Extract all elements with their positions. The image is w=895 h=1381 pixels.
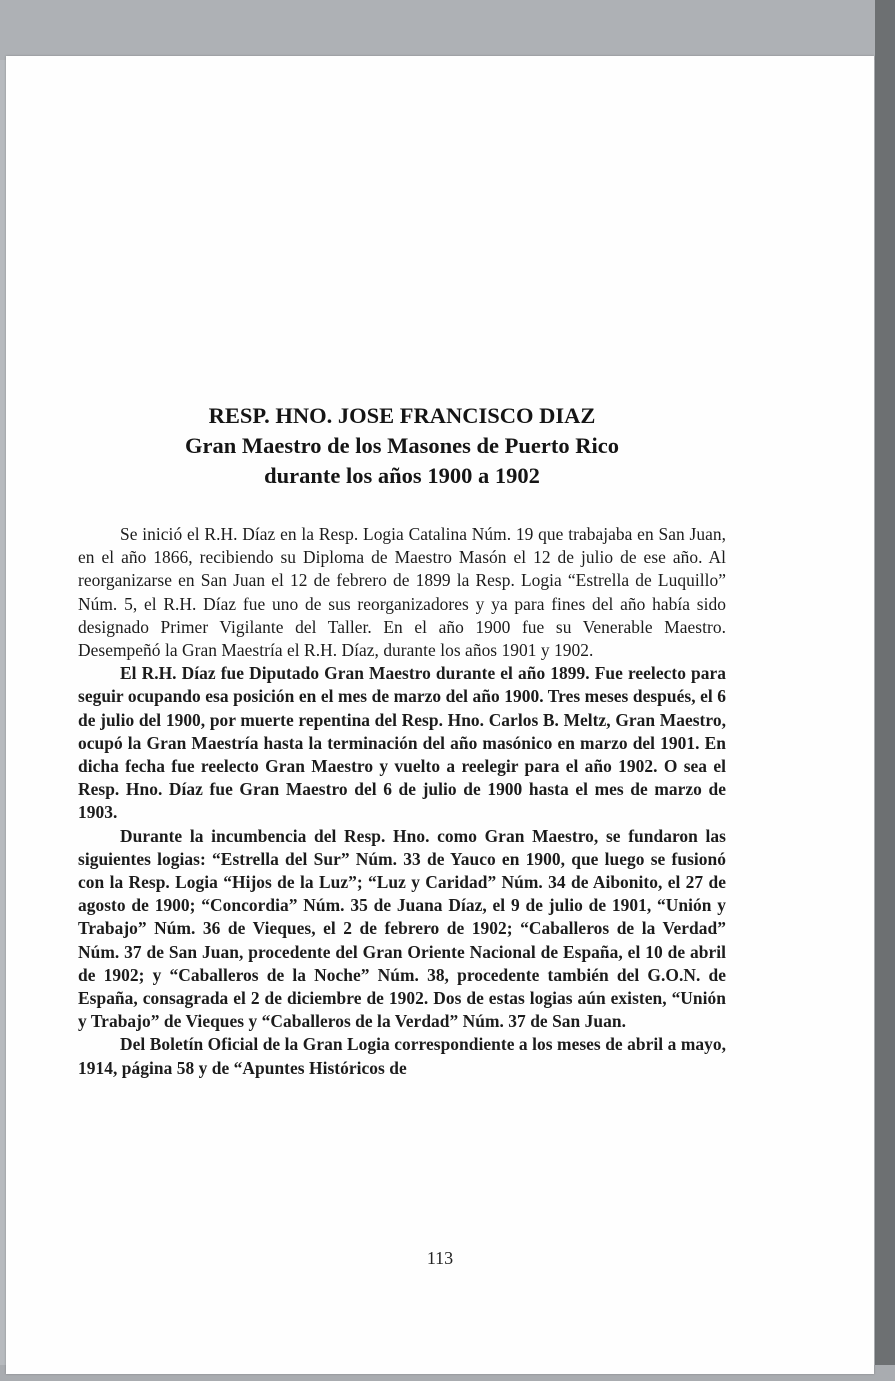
book-spine-edge <box>875 0 895 1381</box>
chapter-heading <box>78 401 726 491</box>
page-number: 113 <box>426 1248 454 1268</box>
paragraph-initiation: Se inició el R.H. Díaz en la Resp. Logia Catalina Núm. 19 que trabajaba en San Juan, en el año 1866, recibiendo su Diploma de Maestro Masón el 12 de julio de ese año. Al reorganizarse en San Juan el 12 de febrero de 1899 la Resp. Logia “Estrella de Luquillo” Núm. 5, el R.H. Díaz fue uno de sus reorganizadores y ya para fines del año había sido designado Primer Vigilante del Taller. En el año 1900 fue su Venerable Maestro. Desempeñó la Gran Maestría el R.H. Díaz, durante los años 1901 y 1902. <box>78 524 726 661</box>
paragraph-sources: Del Boletín Oficial de la Gran Logia correspondiente a los meses de abril a mayo, 1914, página 58 y de “Apuntes Históricos de <box>78 1034 726 1078</box>
heading-line-name: RESP. HNO. JOSE FRANCISCO DIAZ <box>208 403 596 428</box>
paragraph-lodges-founded: Durante la incumbencia del Resp. Hno. como Gran Maestro, se fundaron las siguientes logias: “Estrella del Sur” Núm. 33 de Yauco en 1900, que luego se fusionó con la Resp. Logia “Hijos de la Luz”; “Luz y Caridad” Núm. 34 de Aibonito, el 27 de agosto de 1900; “Concordia” Núm. 35 de Juana Díaz, el 9 de julio de 1901, “Unión y Trabajo” Núm. 36 de Vieques, el 2 de febrero de 1902; “Caballeros de la Verdad” Núm. 37 de San Juan, procedente del Gran Oriente Nacional de España, el 10 de abril de 1902; y “Caballeros de la Noche” Núm. 38, procedente también del G.O.N. de España, consagrada el 2 de diciembre de 1902. Dos de estas logias aún existen, “Unión y Trabajo” de Vieques y “Caballeros de la Verdad” Núm. 37 de San Juan. <box>78 825 726 1032</box>
paragraph-deputy-grand-master: El R.H. Díaz fue Diputado Gran Maestro durante el año 1899. Fue reelecto para seguir ocupando esa posición en el mes de marzo del año 1900. Tres meses después, el 6 de julio del 1900, por muerte repentina del Resp. Hno. Carlos B. Meltz, Gran Maestro, ocupó la Gran Maestría hasta la terminación del año masónico en marzo del 1901. En dicha fecha fue reelecto Gran Maestro y vuelto a reelegir para el año 1902. O sea el Resp. Hno. Díaz fue Gran Maestro del 6 de julio de 1900 hasta el mes de marzo de 1903. <box>78 663 726 823</box>
heading-line-title: Gran Maestro de los Masones de Puerto Rico <box>185 433 619 458</box>
book-page <box>6 56 874 1374</box>
scanner-top-edge <box>0 0 895 60</box>
page-content <box>78 401 726 1080</box>
heading-line-years: durante los años 1900 a 1902 <box>264 463 540 488</box>
